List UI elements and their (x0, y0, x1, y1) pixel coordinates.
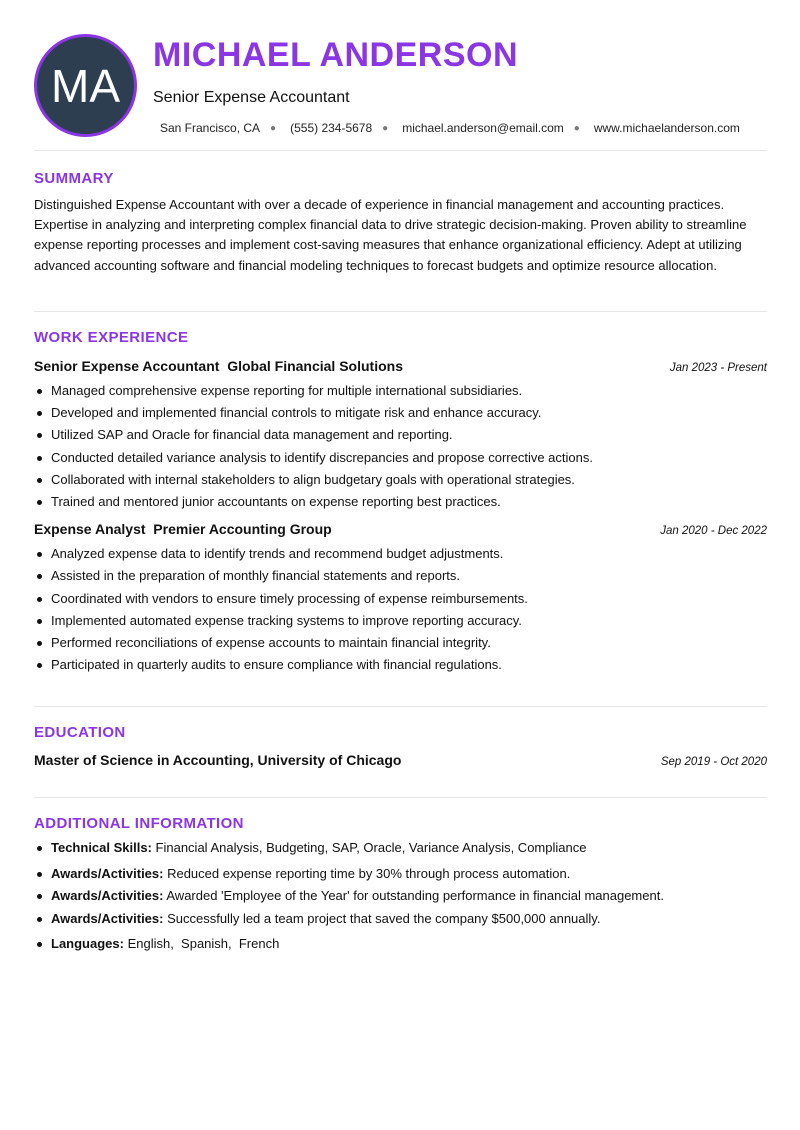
info-value: Awarded 'Employee of the Year' for outstanding performance in financial management. (163, 888, 664, 903)
list-item: Trained and mentored junior accountants on expense reporting best practices. (34, 491, 767, 513)
job-bullets (34, 543, 767, 676)
contact-website[interactable]: www.michaelanderson.com (593, 121, 740, 135)
list-item (34, 837, 767, 860)
info-label: Awards/Activities: (51, 910, 164, 926)
list-item (34, 885, 767, 908)
list-item (34, 863, 767, 886)
education-entry (34, 752, 767, 768)
avatar (34, 34, 137, 137)
additional-section (34, 815, 767, 956)
contact-info (160, 121, 740, 135)
candidate-title: Senior Expense Accountant (153, 89, 350, 106)
bullet-separator-icon: ● (382, 122, 389, 134)
section-heading-experience: WORK EXPERIENCE (34, 329, 189, 346)
section-divider (34, 797, 767, 798)
section-divider (34, 311, 767, 312)
job-title-company: Senior Expense Accountant Global Financial Solutions (34, 358, 403, 374)
job-title-company: Expense Analyst Premier Accounting Group (34, 521, 332, 538)
avatar-initials: MA (51, 59, 120, 112)
list-item: Implemented automated expense tracking systems to improve reporting accuracy. (34, 610, 767, 632)
summary-text: Distinguished Expense Accountant with over a decade of experience in financial management and accounting practices. Expertise in analyzing and interpreting complex financial data to drive strategic decision-making. Proven ability to streamline expense reporting processes and implement cost-saving measures that enhance organizational efficiency. Adept at utilizing advanced accounting software and financial modeling techniques to forecast budgets and optimize resource allocation. (34, 197, 747, 273)
job-entry (34, 521, 767, 676)
list-item: Utilized SAP and Oracle for financial data management and reporting. (34, 424, 767, 446)
resume-header (34, 0, 767, 150)
degree-institution: Master of Science in Accounting, University of Chicago (34, 752, 402, 768)
job-entry (34, 358, 767, 513)
contact-location: San Francisco, CA (160, 121, 261, 135)
education-section (34, 724, 767, 768)
section-heading-education: EDUCATION (34, 724, 126, 741)
info-label: Awards/Activities: (51, 865, 164, 881)
info-label: Technical Skills: (51, 840, 152, 855)
section-divider (34, 150, 767, 151)
info-label: Languages: (51, 936, 124, 951)
education-dates: Sep 2019 - Oct 2020 (660, 756, 767, 768)
section-heading-additional: ADDITIONAL INFORMATION (34, 815, 244, 832)
resume-page (34, 0, 767, 951)
bullet-separator-icon: ● (270, 122, 277, 134)
job-dates: Jan 2023 - Present (669, 362, 767, 374)
summary-section (34, 170, 767, 276)
info-value: Financial Analysis, Budgeting, SAP, Oracle, Variance Analysis, Compliance (151, 840, 587, 855)
list-item: Analyzed expense data to identify trends and recommend budget adjustments. (34, 543, 767, 565)
list-item (34, 908, 767, 931)
section-heading-summary: SUMMARY (34, 170, 114, 187)
list-item: Developed and implemented financial controls to mitigate risk and enhance accuracy. (34, 402, 767, 424)
list-item: Managed comprehensive expense reporting for multiple international subsidiaries. (34, 380, 767, 402)
info-value: English, Spanish, French (123, 936, 280, 951)
list-item: Coordinated with vendors to ensure timely processing of expense reimbursements. (34, 588, 767, 610)
list-item: Collaborated with internal stakeholders to align budgetary goals with operational strategies. (34, 469, 767, 491)
list-item: Performed reconciliations of expense accounts to maintain financial integrity. (34, 632, 767, 654)
info-value: Reduced expense reporting time by 30% through process automation. (163, 865, 571, 881)
job-bullets (34, 380, 767, 513)
bullet-separator-icon: ● (573, 122, 580, 134)
info-value: Successfully led a team project that saved the company $500,000 annually. (163, 910, 601, 926)
job-dates: Jan 2020 - Dec 2022 (660, 525, 767, 538)
candidate-name: MICHAEL ANDERSON (153, 36, 519, 74)
list-item: Assisted in the preparation of monthly financial statements and reports. (34, 565, 767, 587)
additional-list (34, 837, 767, 956)
experience-section (34, 329, 767, 676)
section-divider (34, 706, 767, 707)
info-label: Awards/Activities: (51, 888, 164, 903)
contact-email[interactable]: michael.anderson@email.com (402, 121, 564, 135)
list-item: Participated in quarterly audits to ensure compliance with financial regulations. (34, 654, 767, 676)
contact-phone: (555) 234-5678 (290, 121, 373, 135)
list-item: Conducted detailed variance analysis to identify discrepancies and propose corrective actions. (34, 447, 767, 469)
list-item (34, 933, 767, 956)
